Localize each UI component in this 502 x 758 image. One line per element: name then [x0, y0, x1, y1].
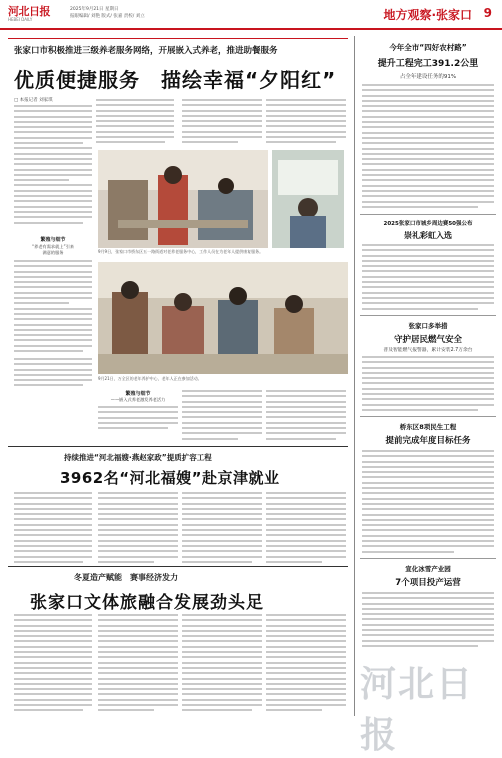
brief2-headline: 2025张家口市城乡周边赛50强公布 — [383, 221, 473, 227]
photo-illustration-2 — [272, 150, 344, 248]
story3-top-rule — [8, 566, 348, 567]
lead-body-col3-c — [182, 390, 262, 440]
story2-top-rule — [8, 446, 348, 447]
right-divider-1 — [360, 214, 496, 215]
brief1-kicker: 今年全市“四好农村路” — [389, 43, 467, 52]
story3-col3 — [182, 614, 262, 714]
brief4-subhead: 普及智能燃气报警器，累计安装2.7万余台 — [383, 348, 473, 353]
story2-col4 — [266, 492, 346, 562]
brief4-kicker: 张家口多举措 — [408, 322, 448, 330]
lead-body-col4-c — [266, 390, 346, 440]
photo-illustration — [98, 150, 268, 248]
section-title: 地方观察·张家口 — [383, 8, 472, 22]
photo-illustration-3 — [98, 262, 348, 374]
story3-col1 — [14, 614, 92, 714]
page-number: 9 — [483, 6, 492, 20]
story3-col2 — [98, 614, 178, 714]
story2-col1 — [14, 492, 92, 562]
right-divider-2 — [360, 315, 496, 316]
right-divider-3 — [360, 416, 496, 417]
story2-col2 — [98, 492, 178, 562]
date-text: 2025年9月21日 星期日 — [70, 7, 119, 12]
brief5-kicker: 桥东区8项民生工程 — [399, 423, 457, 431]
lead-body-col3-top — [182, 99, 262, 147]
logo-subtitle: HEBEI DAILY — [8, 17, 33, 22]
brief5-headline: 提前完成年度目标任务 — [385, 436, 471, 446]
story3-col4 — [266, 614, 346, 714]
story2-headline: 3962名“河北福嫂”赴京津就业 — [60, 469, 280, 487]
story3-kicker: 冬夏造产赋能 赛事经济发力 — [74, 573, 178, 582]
lead-body-col1 — [14, 105, 92, 225]
lead-photo-main — [98, 150, 268, 248]
lead-byline: □ 本报记者 刘家琪 — [14, 98, 53, 103]
subhead-3-line2: ——嵌入式养老激发养老活力 — [110, 397, 166, 402]
lead-photo-caption-2: 9月21日，万全区的老年养护中心，老年人正在参加活动。 — [98, 376, 202, 381]
brief6-body — [362, 592, 494, 652]
brief5-body — [362, 450, 494, 554]
newspaper-logo: 河北日报 — [8, 5, 50, 18]
story2-kicker: 持续推进“河北福嫂·燕赵家政”提质扩容工程 — [64, 453, 212, 462]
subhead-1-label: 繁殖与细节 — [40, 237, 66, 243]
brief6-kicker: 宣化冰雪产业园 — [405, 565, 451, 573]
subhead-3-label: 繁殖与细节 — [125, 391, 151, 397]
lead-body-col2-c — [98, 390, 178, 440]
masthead — [0, 0, 502, 30]
brief4-body — [362, 356, 494, 412]
brief1-headline: 提升工程完工391.2公里 — [377, 59, 479, 69]
lead-photo-caption-1: 9月9日，张家口市桥东区五一路街道对老养老服务中心，工作人员在为老年人提供康复服务。 — [98, 249, 264, 254]
right-divider-4 — [360, 558, 496, 559]
brief1-body — [362, 84, 494, 210]
lead-body-col4-top — [266, 99, 346, 147]
editor-credits: 报眼编辑/ 刘艳 版式/ 张嘉 责校/ 刘立 — [70, 14, 145, 19]
subhead-1-line3: 满意的服务 — [42, 250, 64, 255]
lead-body-col1-b — [14, 260, 92, 355]
brief1-subhead: 占全年建设任务的91% — [399, 74, 457, 80]
lead-kicker: 张家口市积极推进三级养老服务网络，开展嵌入式养老，推进助餐服务 — [14, 46, 278, 56]
brief4-headline: 守护居民燃气安全 — [393, 335, 462, 345]
lead-body-col1-c — [14, 358, 92, 388]
column-separator — [354, 36, 355, 716]
story2-col3 — [182, 492, 262, 562]
lead-photo-right — [272, 150, 344, 248]
lead-headline: 优质便捷服务 描绘幸福“夕阳红” — [14, 68, 337, 92]
story3-headline: 张家口文体旅融合发展劲头足 — [30, 593, 264, 613]
dateline — [70, 6, 145, 20]
brief3-body — [362, 244, 494, 312]
subhead-1-line2: “养老有需求就上”引来 — [31, 244, 75, 249]
brief3-headline: 崇礼彩虹入选 — [404, 231, 452, 240]
lead-body-col2-top — [96, 99, 174, 147]
top-rule — [8, 38, 348, 39]
brief6-headline: 7个项目投产运营 — [395, 578, 461, 588]
newspaper-watermark-logo: 河北日报 — [360, 663, 475, 756]
lead-photo-wide — [98, 262, 348, 374]
